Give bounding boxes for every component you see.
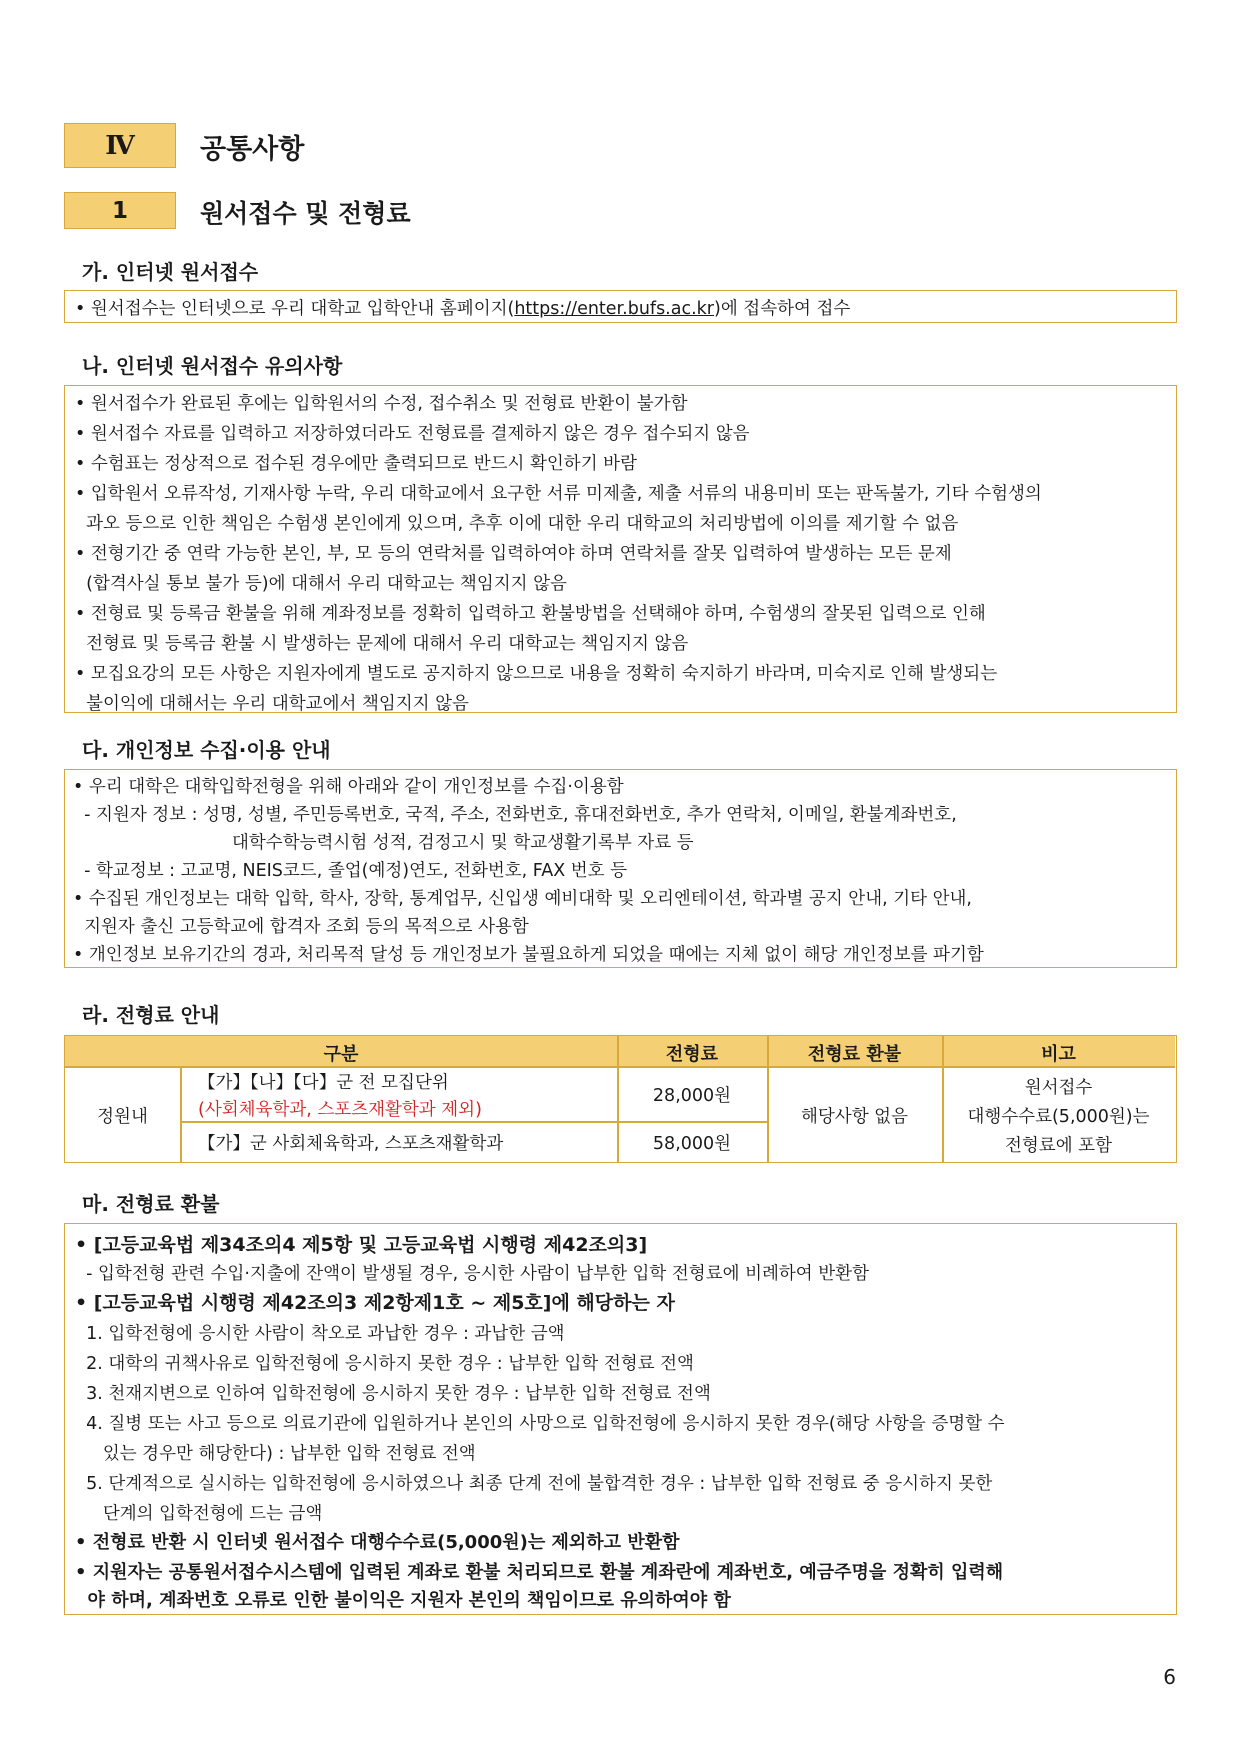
privacy-line: • 수집된 개인정보는 대학 입학, 학사, 장학, 통계업무, 신입생 예비대학 및 오리엔테이션, 학과별 공지 안내, 기타 안내, <box>73 889 972 909</box>
privacy-line: 지원자 출신 고등학교에 합격자 조회 등의 목적으로 사용함 <box>73 917 529 937</box>
note-line: 과오 등으로 인한 책임은 수험생 본인에게 있으며, 추후 이에 대한 우리 대학교의 처리방법에 이의를 제기할 수 없음 <box>75 514 959 534</box>
header-category: 구분 <box>323 1044 359 1065</box>
refund-line: 1. 입학전형에 응시한 사람이 착오로 과납한 경우 : 과납한 금액 <box>75 1324 565 1344</box>
heading-privacy: 다. 개인정보 수집·이용 안내 <box>82 738 331 762</box>
chapter-number-box <box>64 123 176 168</box>
section-title: 원서접수 및 전형료 <box>200 199 411 228</box>
heading-fee-info: 라. 전형료 안내 <box>82 1003 220 1027</box>
note-line: 원서접수 <box>1024 1078 1093 1098</box>
note-line: 전형료 및 등록금 환불 시 발생하는 문제에 대해서 우리 대학교는 책임지지 않음 <box>75 634 689 654</box>
refund-line: • [고등교육법 시행령 제42조의3 제2항제1호 ~ 제5호]에 해당하는 자 <box>75 1292 675 1314</box>
internet-application-line <box>75 295 850 320</box>
note-line: • 전형료 및 등록금 환불을 위해 계좌정보를 정확히 입력하고 환불방법을 선택해야 하며, 수험생의 잘못된 입력으로 인해 <box>75 604 986 624</box>
privacy-line: 대학수학능력시험 성적, 검정고시 및 학교생활기록부 자료 등 <box>232 833 694 853</box>
header-fee: 전형료 <box>665 1044 719 1065</box>
header-note: 비고 <box>1041 1044 1076 1065</box>
refund-line: 5. 단계적으로 실시하는 입학전형에 응시하였으나 최종 단계 전에 불합격한 경우 : 납부한 입학 전형료 중 응시하지 못한 <box>75 1474 993 1494</box>
refund-line: 2. 대학의 귀책사유로 입학전형에 응시하지 못한 경우 : 납부한 입학 전형료 전액 <box>75 1354 694 1374</box>
note-line: 전형료에 포함 <box>1005 1136 1112 1156</box>
fee-refund-box <box>64 1223 1177 1615</box>
row1-unit: 【가】【나】【다】군 전 모집단위 <box>198 1073 449 1093</box>
privacy-line: - 학교정보 : 고교명, NEIS코드, 졸업(예정)연도, 전화번호, FAX 번호 등 <box>73 861 628 881</box>
refund-line: • 전형료 반환 시 인터넷 원서접수 대행수수료(5,000원)는 제외하고 반환함 <box>75 1532 680 1553</box>
page-number: 6 <box>1163 1665 1176 1689</box>
homepage-link[interactable]: https://enter.bufs.ac.kr <box>514 299 714 319</box>
refund-line: 3. 천재지변으로 인하여 입학전형에 응시하지 못한 경우 : 납부한 입학 전형료 전액 <box>75 1384 711 1404</box>
fee-table <box>64 1035 1177 1163</box>
row2-unit: 【가】군 사회체육학과, 스포츠재활학과 <box>198 1134 504 1154</box>
application-notes-box <box>64 385 1177 713</box>
refund-line: 4. 질병 또는 사고 등으로 의료기관에 입원하거나 본인의 사망으로 입학전형에 응시하지 못한 경우(해당 사항을 증명할 수 <box>75 1414 1005 1434</box>
row2-fee: 58,000원 <box>652 1134 732 1154</box>
section-number-box <box>64 192 176 229</box>
application-text-pre: • 원서접수는 인터넷으로 우리 대학교 입학안내 홈페이지( <box>75 299 515 319</box>
heading-internet-application: 가. 인터넷 원서접수 <box>82 260 259 284</box>
note-line: • 원서접수 자료를 입력하고 저장하였더라도 전형료를 결제하지 않은 경우 접수되지 않음 <box>75 424 750 444</box>
refund-line: - 입학전형 관련 수입·지출에 잔액이 발생될 경우, 응시한 사람이 납부한 입학 전형료에 비례하여 반환함 <box>75 1264 869 1284</box>
refund-line: • [고등교육법 제34조의4 제5항 및 고등교육법 시행령 제42조의3] <box>75 1234 648 1256</box>
heading-application-notes: 나. 인터넷 원서접수 유의사항 <box>82 354 343 378</box>
refund-line: 단계의 입학전형에 드는 금액 <box>75 1504 323 1524</box>
refund-line: 야 하며, 계좌번호 오류로 인한 불이익은 지원자 본인의 책임이므로 유의하여야 함 <box>75 1590 731 1611</box>
privacy-box <box>64 769 1177 968</box>
internet-application-box <box>64 290 1177 323</box>
note-line: • 원서접수가 완료된 후에는 입학원서의 수정, 접수취소 및 전형료 반환이 불가함 <box>75 394 688 414</box>
note-line: • 전형기간 중 연락 가능한 본인, 부, 모 등의 연락처를 입력하여야 하며 연락처를 잘못 입력하여 발생하는 모든 문제 <box>75 544 952 564</box>
privacy-line: • 개인정보 보유기간의 경과, 처리목적 달성 등 개인정보가 불필요하게 되었을 때에는 지체 없이 해당 개인정보를 파기함 <box>73 945 984 965</box>
application-text-post: )에 접속하여 접수 <box>714 299 851 319</box>
note-line: • 수험표는 정상적으로 접수된 경우에만 출력되므로 반드시 확인하기 바람 <box>75 454 637 474</box>
chapter-number: Ⅳ <box>105 130 135 160</box>
note-line: 대행수수료(5,000원)는 <box>967 1107 1150 1127</box>
privacy-line: • 우리 대학은 대학입학전형을 위해 아래와 같이 개인정보를 수집·이용함 <box>73 777 624 797</box>
chapter-title: 공통사항 <box>200 134 305 165</box>
note-line: (합격사실 통보 불가 등)에 대해서 우리 대학교는 책임지지 않음 <box>75 574 567 594</box>
refund-line: • 지원자는 공통원서접수시스템에 입력된 계좌로 환불 처리되므로 환불 계좌란에 계좌번호, 예금주명을 정확히 입력해 <box>75 1562 1004 1583</box>
row1-exclusion: (사회체육학과, 스포츠재활학과 제외) <box>198 1100 482 1120</box>
note-line: • 모집요강의 모든 사항은 지원자에게 별도로 공지하지 않으므로 내용을 정확히 숙지하기 바라며, 미숙지로 인해 발생되는 <box>75 664 998 684</box>
heading-fee-refund: 마. 전형료 환불 <box>82 1192 220 1216</box>
refund-cell: 해당사항 없음 <box>801 1107 908 1127</box>
privacy-line: - 지원자 정보 : 성명, 성별, 주민등록번호, 국적, 주소, 전화번호, 휴대전화번호, 추가 연락처, 이메일, 환불계좌번호, <box>73 805 957 825</box>
note-line: • 입학원서 오류작성, 기재사항 누락, 우리 대학교에서 요구한 서류 미제출, 제출 서류의 내용미비 또는 판독불가, 기타 수험생의 <box>75 484 1042 504</box>
section-number: 1 <box>111 197 128 224</box>
header-refund: 전형료 환불 <box>807 1044 902 1065</box>
row1-fee: 28,000원 <box>652 1086 732 1106</box>
refund-line: 있는 경우만 해당한다) : 납부한 입학 전형료 전액 <box>75 1444 476 1464</box>
note-line: 불이익에 대해서는 우리 대학교에서 책임지지 않음 <box>75 694 469 714</box>
group-cell: 정원내 <box>97 1107 148 1127</box>
